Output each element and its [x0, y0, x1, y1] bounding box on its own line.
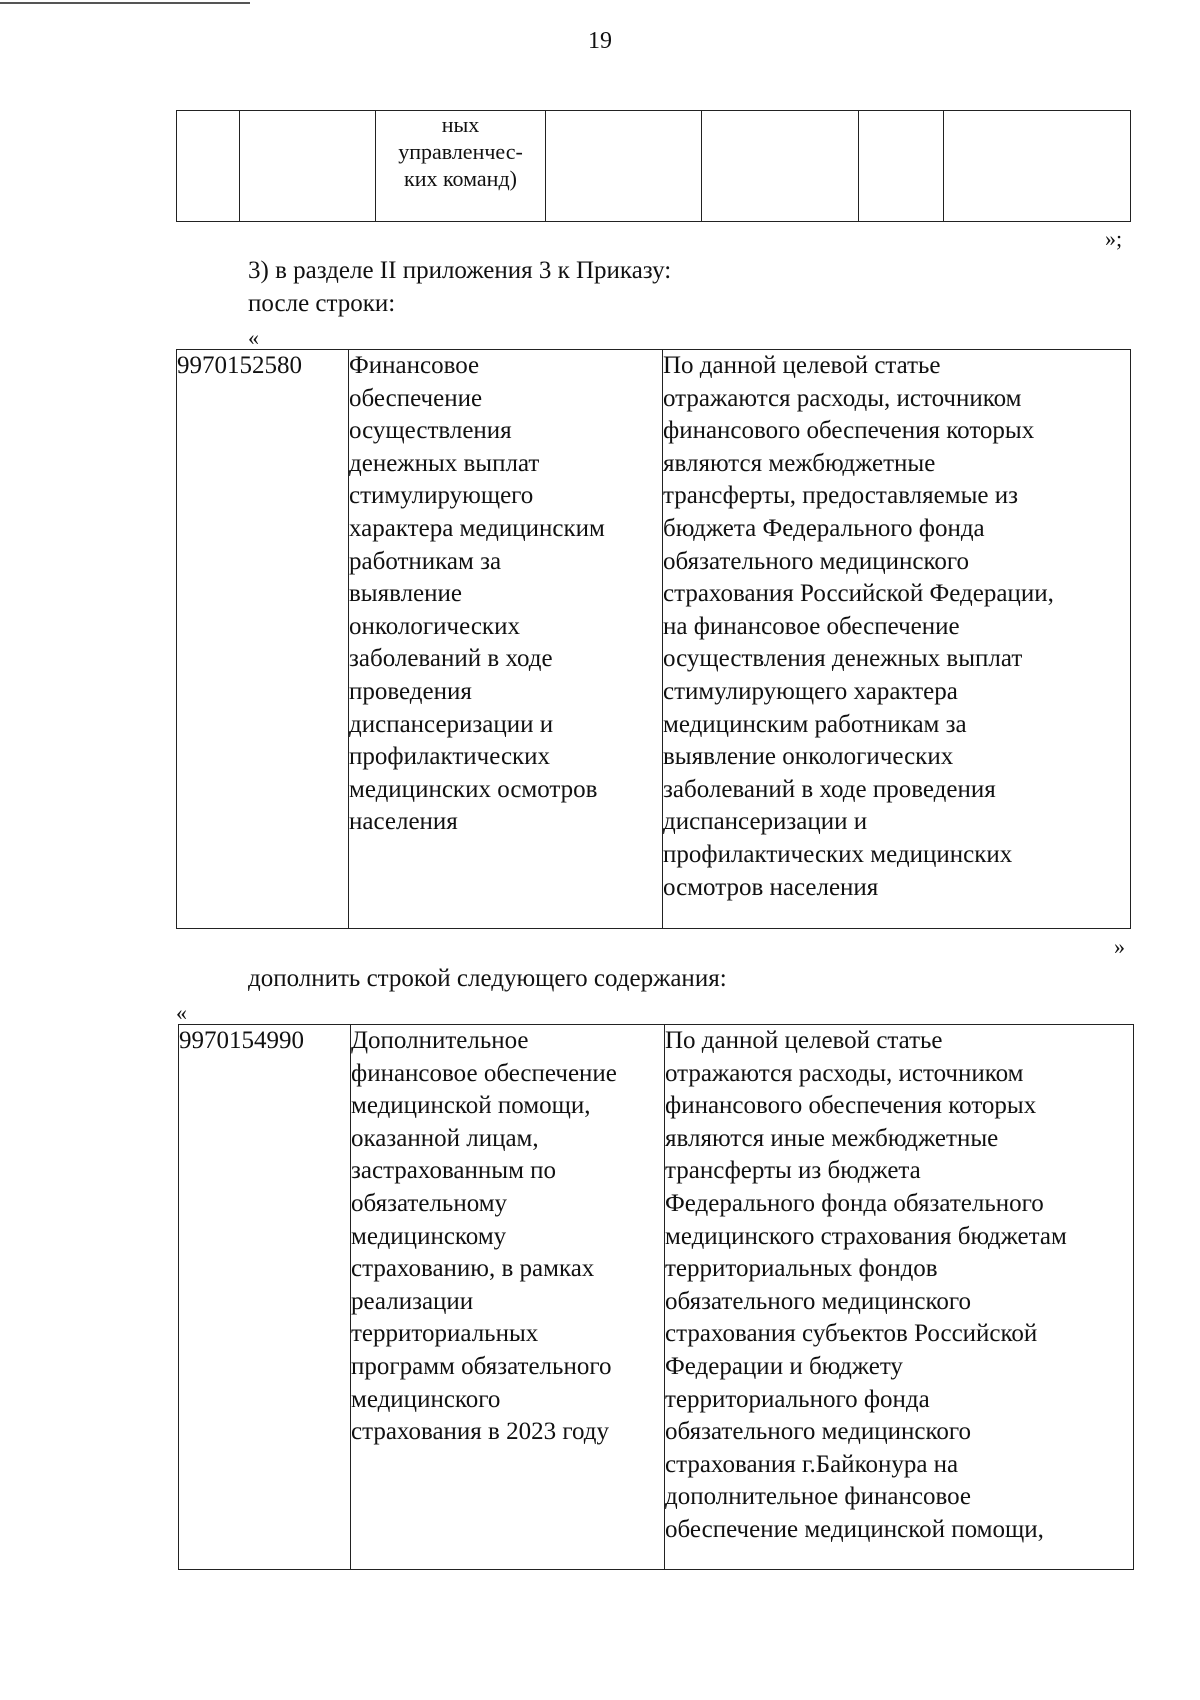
- text-line: заболеваний в ходе проведения: [663, 775, 996, 803]
- text-line: территориального фонда: [665, 1385, 930, 1413]
- text-line: дополнительное финансовое: [665, 1483, 971, 1511]
- new-row-table: [178, 1024, 1134, 1570]
- text-line: выявление: [349, 580, 463, 608]
- text-line: оказанной лицам,: [351, 1124, 539, 1152]
- text-line: реализации: [351, 1287, 474, 1315]
- text-line: медицинским работникам за: [663, 710, 967, 738]
- text-line: отражаются расходы, источником: [665, 1059, 1024, 1087]
- scan-edge-line: [0, 2, 250, 4]
- text-line: на финансовое обеспечение: [663, 612, 960, 640]
- text-line: трансферты из бюджета: [665, 1157, 921, 1185]
- item-name: [351, 1025, 665, 1570]
- text-line: обязательного медицинского: [665, 1418, 972, 1446]
- text-line: финансовое обеспечение: [351, 1059, 617, 1087]
- text-line: осуществления денежных выплат: [663, 645, 1023, 673]
- text-line: медицинского страхования бюджетам: [665, 1222, 1067, 1250]
- text-line: работникам за: [349, 547, 502, 575]
- text-line: отражаются расходы, источником: [663, 384, 1022, 412]
- text-line: обязательного медицинского: [663, 547, 970, 575]
- text-line: застрахованным по: [351, 1157, 557, 1185]
- text-line: территориальных фондов: [665, 1255, 938, 1283]
- text-line: обеспечение: [349, 384, 483, 412]
- text-line: По данной целевой статье: [663, 352, 941, 379]
- existing-row-table: [176, 349, 1131, 929]
- page-number: 19: [588, 28, 612, 54]
- budget-code: 9970152580: [177, 350, 349, 929]
- text-line: выявление онкологических: [663, 743, 954, 771]
- text-line: бюджета Федерального фонда: [663, 514, 985, 542]
- cell-line: управленчес-: [398, 139, 523, 164]
- text-line: финансового обеспечения которых: [663, 417, 1035, 445]
- closing-quote-semicolon: »;: [1105, 226, 1123, 251]
- budget-code: 9970154990: [179, 1025, 351, 1570]
- text-line: финансового обеспечения которых: [665, 1092, 1037, 1120]
- text-line: Финансовое: [349, 352, 480, 379]
- text-line: стимулирующего: [349, 482, 534, 510]
- text-line: профилактических медицинских: [663, 840, 1013, 868]
- item-description: [663, 350, 1131, 929]
- text-line: По данной целевой статье: [665, 1027, 943, 1054]
- opening-quote: «: [248, 325, 259, 350]
- text-line: страхования Российской Федерации,: [663, 580, 1054, 608]
- text-line: Федерации и бюджету: [665, 1352, 903, 1380]
- text-line: Федерального фонда обязательного: [665, 1189, 1044, 1217]
- text-line: диспансеризации и: [349, 710, 554, 738]
- text-line: обеспечение медицинской помощи,: [665, 1515, 1044, 1543]
- text-line: медицинского: [351, 1385, 501, 1413]
- text-line: медицинской помощи,: [351, 1092, 591, 1120]
- opening-quote: «: [176, 1000, 187, 1025]
- text-line: страхованию, в рамках: [351, 1255, 595, 1283]
- text-line: диспансеризации и: [663, 808, 868, 836]
- text-line: обязательному: [351, 1189, 508, 1217]
- item-name: [349, 350, 663, 929]
- text-line: медицинскому: [351, 1222, 507, 1250]
- continued-table: [176, 110, 1131, 222]
- text-line: населения: [349, 808, 458, 836]
- text-line: стимулирующего характера: [663, 677, 958, 705]
- text-line: денежных выплат: [349, 449, 540, 477]
- supplement-line: дополнить строкой следующего содержания:: [248, 965, 727, 992]
- table-cell: [944, 111, 1131, 222]
- text-line: территориальных: [351, 1320, 539, 1348]
- closing-quote: »: [1114, 934, 1125, 959]
- text-line: обязательного медицинского: [665, 1287, 972, 1315]
- text-line: проведения: [349, 677, 472, 705]
- text-line: характера медицинским: [349, 514, 605, 542]
- text-line: программ обязательного: [351, 1352, 612, 1380]
- text-line: являются иные межбюджетные: [665, 1124, 999, 1152]
- text-line: страхования в 2023 году: [351, 1418, 609, 1446]
- table-cell: [859, 111, 944, 222]
- table-cell: [702, 111, 859, 222]
- table-cell: [177, 111, 240, 222]
- text-line: Дополнительное: [351, 1027, 529, 1054]
- text-line: осмотров населения: [663, 873, 879, 901]
- text-line: страхования г.Байконура на: [665, 1450, 959, 1478]
- text-line: заболеваний в ходе: [349, 645, 553, 673]
- cell-line: ных: [441, 112, 480, 137]
- text-line: являются межбюджетные: [663, 449, 936, 477]
- table-cell: [240, 111, 376, 222]
- table-cell-management-commands: [376, 111, 546, 222]
- intro-line-section: 3) в разделе II приложения 3 к Приказу:: [248, 257, 672, 284]
- text-line: онкологических: [349, 612, 520, 640]
- text-line: трансферты, предоставляемые из: [663, 482, 1018, 510]
- text-line: страхования субъектов Российской: [665, 1320, 1038, 1348]
- table-cell: [546, 111, 702, 222]
- cell-line: ких команд): [404, 166, 517, 191]
- text-line: осуществления: [349, 417, 512, 445]
- intro-line-after-row: после строки:: [248, 290, 396, 317]
- item-description: [665, 1025, 1134, 1570]
- text-line: медицинских осмотров: [349, 775, 598, 803]
- text-line: профилактических: [349, 743, 551, 771]
